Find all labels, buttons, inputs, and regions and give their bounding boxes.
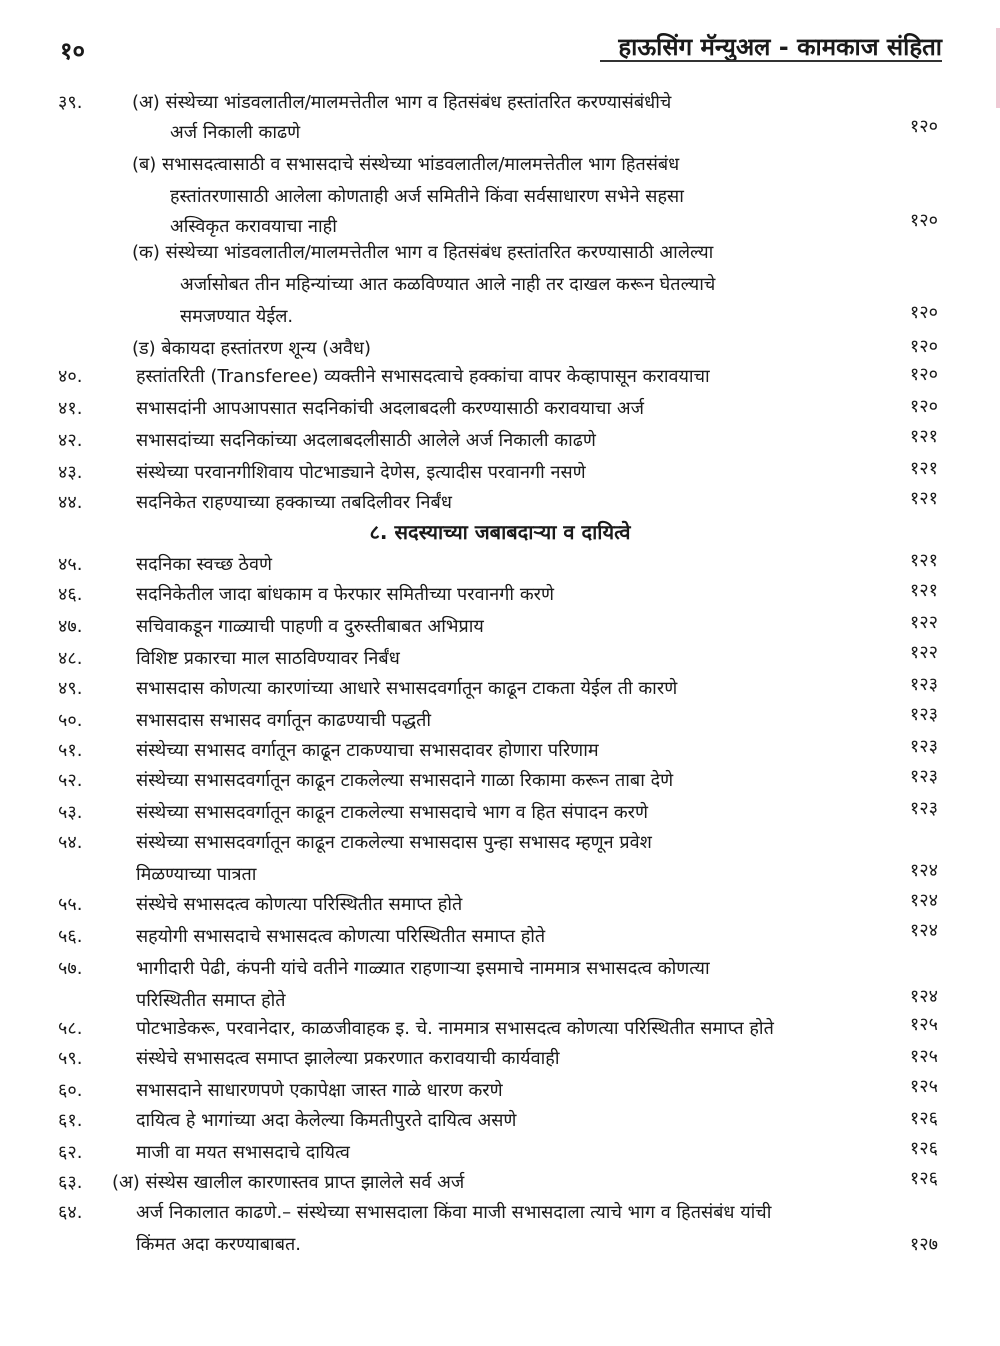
entry-number: ५८.	[58, 1018, 83, 1039]
entry-number: ५७.	[58, 958, 83, 979]
entry-title-line: संस्थेच्या सभासदवर्गातून काढून टाकलेल्या सभासदास पुन्हा सभासद म्हणून प्रवेश	[136, 832, 652, 853]
entry-page-number: १२०	[909, 210, 938, 231]
entry-number: ४४.	[58, 492, 83, 513]
entry-title-line: संस्थेच्या परवानगीशिवाय पोटभाड्याने देणेस, इत्यादीस परवानगी नसणे	[136, 462, 586, 483]
entry-number: ४०.	[58, 366, 83, 387]
entry-page-number: १२३	[909, 736, 938, 757]
entry-page-number: १२४	[909, 890, 938, 911]
entry-number: ४३.	[58, 462, 83, 483]
entry-title-line: संस्थेच्या सभासदवर्गातून काढून टाकलेल्या सभासदाचे भाग व हित संपादन करणे	[136, 802, 649, 823]
entry-page-number: १२६	[909, 1138, 938, 1159]
entry-number: ५२.	[58, 770, 83, 791]
entry-title-line: हस्तांतरिती (Transferee) व्यक्तीने सभासदत्वाचे हक्कांचा वापर केव्हापासून करावयाचा	[136, 366, 710, 387]
entry-number: ४५.	[58, 554, 83, 575]
entry-page-number: १२०	[909, 116, 938, 137]
entry-title-line: संस्थेच्या सभासदवर्गातून काढून टाकलेल्या सभासदाने गाळा रिकामा करून ताबा देणे	[136, 770, 674, 791]
entry-page-number: १२१	[909, 426, 938, 447]
entry-number: ४८.	[58, 648, 83, 669]
entry-number: ५५.	[58, 894, 83, 915]
entry-title-line: सहयोगी सभासदाचे सभासदत्व कोणत्या परिस्थितीत समाप्त होते	[136, 926, 546, 947]
entry-number: ६०.	[58, 1080, 83, 1101]
entry-title-line: (ड) बेकायदा हस्तांतरण शून्य (अवैध)	[132, 338, 371, 359]
entry-title-line: पोटभाडेकरू, परवानेदार, काळजीवाहक इ. चे. नाममात्र सभासदत्व कोणत्या परिस्थितीत समाप्त होते	[136, 1018, 774, 1039]
entry-number: ४६.	[58, 584, 83, 605]
entry-title-line: सदनिका स्वच्छ ठेवणे	[136, 554, 273, 575]
entry-number: ४७.	[58, 616, 83, 637]
entry-page-number: १२१	[909, 458, 938, 479]
entry-title-line: सभासदास सभासद वर्गातून काढण्याची पद्धती	[136, 710, 432, 731]
entry-title-line: सदनिकेतील जादा बांधकाम व फेरफार समितीच्या परवानगी करणे	[136, 584, 555, 605]
entry-title-line: अर्ज निकालात काढणे.– संस्थेच्या सभासदाला किंवा माजी सभासदाला त्याचे भाग व हितसंबंध यांची	[136, 1202, 772, 1223]
entry-number: ६४.	[58, 1202, 83, 1223]
entry-title-line: (ब) सभासदत्वासाठी व सभासदाचे संस्थेच्या भांडवलातील/मालमत्तेतील भाग हितसंबंध	[132, 154, 680, 175]
entry-number: ५०.	[58, 710, 83, 731]
entry-page-number: १२०	[909, 302, 938, 323]
entry-page-number: १२४	[909, 920, 938, 941]
entry-page-number: १२१	[909, 550, 938, 571]
entry-number: ४१.	[58, 398, 83, 419]
entry-page-number: १२२	[909, 642, 938, 663]
entry-page-number: १२३	[909, 674, 938, 695]
entry-title-line: सदनिकेत राहण्याच्या हक्काच्या तबदिलीवर निर्बंध	[136, 492, 452, 513]
entry-number: ६१.	[58, 1110, 83, 1131]
entry-number: ६२.	[58, 1142, 83, 1163]
entry-title-line: हस्तांतरणासाठी आलेला कोणताही अर्ज समितीने किंवा सर्वसाधारण सभेने सहसा	[170, 186, 684, 207]
entry-title-line: सभासदास कोणत्या कारणांच्या आधारे सभासदवर्गातून काढून टाकता येईल ती कारणे	[136, 678, 678, 699]
entry-number: ५३.	[58, 802, 83, 823]
entry-page-number: १२३	[909, 766, 938, 787]
entry-title-line: परिस्थितीत समाप्त होते	[136, 990, 286, 1011]
entry-page-number: १२०	[909, 364, 938, 385]
entry-page-number: १२७	[909, 1234, 938, 1255]
entry-title-line: किंमत अदा करण्याबाबत.	[136, 1234, 301, 1255]
entry-number: ५६.	[58, 926, 83, 947]
entry-title-line: माजी वा मयत सभासदाचे दायित्व	[136, 1142, 350, 1163]
entry-title-line: दायित्व हे भागांच्या अदा केलेल्या किमतीपुरते दायित्व असणे	[136, 1110, 517, 1131]
entry-title-line: (क) संस्थेच्या भांडवलातील/मालमत्तेतील भाग व हितसंबंध हस्तांतरित करण्यासाठी आलेल्या	[132, 242, 714, 263]
entry-title-line: अर्जासोबत तीन महिन्यांच्या आत कळविण्यात आले नाही तर दाखल करून घेतल्याचे	[180, 274, 716, 295]
entry-title-line: सचिवाकडून गाळ्याची पाहणी व दुरुस्तीबाबत अभिप्राय	[136, 616, 484, 637]
entry-title-line: मिळण्याच्या पात्रता	[136, 864, 257, 885]
entry-title-line: (अ) संस्थेस खालील कारणास्तव प्राप्त झालेले सर्व अर्ज	[112, 1172, 465, 1193]
entry-page-number: १२३	[909, 704, 938, 725]
entry-number: ५४.	[58, 832, 83, 853]
entry-page-number: १२४	[909, 986, 938, 1007]
entry-page-number: १२१	[909, 580, 938, 601]
entry-number: ५१.	[58, 740, 83, 761]
entry-page-number: १२१	[909, 488, 938, 509]
entry-page-number: १२५	[909, 1014, 938, 1035]
entry-title-line: सभासदांच्या सदनिकांच्या अदलाबदलीसाठी आलेले अर्ज निकाली काढणे	[136, 430, 596, 451]
entry-title-line: विशिष्ट प्रकारचा माल साठविण्यावर निर्बंध	[136, 648, 400, 669]
entry-page-number: १२६	[909, 1108, 938, 1129]
entry-title-line: अस्विकृत करावयाचा नाही	[170, 216, 337, 237]
entry-number: ४२.	[58, 430, 83, 451]
entry-title-line: अर्ज निकाली काढणे	[170, 122, 301, 143]
page-number: १०	[60, 37, 85, 65]
section-heading: ८. सदस्याच्या जबाबदाऱ्या व दायित्वे	[369, 520, 631, 544]
entry-title-line: (अ) संस्थेच्या भांडवलातील/मालमत्तेतील भाग व हितसंबंध हस्तांतरित करण्यासंबंधीचे	[132, 92, 672, 113]
entry-number: ६३.	[58, 1172, 83, 1193]
entry-page-number: १२३	[909, 798, 938, 819]
entry-page-number: १२६	[909, 1168, 938, 1189]
entry-title-line: समजण्यात येईल.	[180, 306, 294, 327]
entry-title-line: सभासदाने साधारणपणे एकापेक्षा जास्त गाळे धारण करणे	[136, 1080, 503, 1101]
entry-page-number: १२५	[909, 1076, 938, 1097]
entry-title-line: भागीदारी पेढी, कंपनी यांचे वतीने गाळ्यात राहणाऱ्या इसमाचे नाममात्र सभासदत्व कोणत्या	[136, 958, 710, 979]
entry-title-line: संस्थेचे सभासदत्व समाप्त झालेल्या प्रकरणात करावयाची कार्यवाही	[136, 1048, 560, 1069]
entry-page-number: १२२	[909, 612, 938, 633]
entry-number: ३९.	[58, 92, 83, 113]
entry-number: ५९.	[58, 1048, 83, 1069]
entry-title-line: संस्थेच्या सभासद वर्गातून काढून टाकण्याचा सभासदावर होणारा परिणाम	[136, 740, 599, 761]
entry-number: ४९.	[58, 678, 83, 699]
entry-page-number: १२०	[909, 336, 938, 357]
entry-title-line: सभासदांनी आपआपसात सदनिकांची अदलाबदली करण्यासाठी करावयाचा अर्ज	[136, 398, 644, 419]
running-title: हाऊसिंग मॅन्युअल - कामकाज संहिता	[618, 33, 942, 61]
entry-page-number: १२५	[909, 1046, 938, 1067]
entry-page-number: १२४	[909, 860, 938, 881]
entry-page-number: १२०	[909, 396, 938, 417]
entry-title-line: संस्थेचे सभासदत्व कोणत्या परिस्थितीत समाप्त होते	[136, 894, 463, 915]
